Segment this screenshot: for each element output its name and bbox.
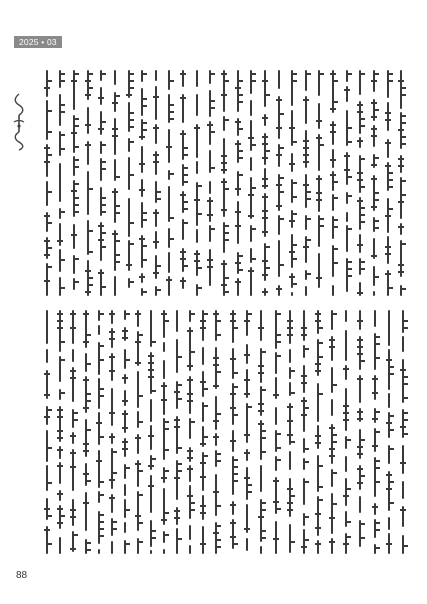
text-column bbox=[305, 68, 307, 298]
text-column bbox=[373, 68, 375, 298]
text-column bbox=[168, 68, 170, 298]
text-column bbox=[196, 68, 198, 298]
text-column bbox=[72, 308, 74, 556]
text-column bbox=[359, 308, 361, 556]
text-column bbox=[289, 308, 291, 556]
text-column bbox=[163, 308, 165, 556]
text-column bbox=[332, 68, 334, 298]
text-column bbox=[278, 68, 280, 298]
text-column bbox=[215, 308, 217, 556]
text-column bbox=[155, 68, 157, 298]
text-column bbox=[202, 308, 204, 556]
page-number: 88 bbox=[16, 570, 28, 581]
text-column bbox=[141, 68, 143, 298]
scroll-ornament-icon bbox=[10, 92, 28, 152]
text-column bbox=[59, 308, 61, 556]
text-column bbox=[232, 308, 234, 556]
text-column bbox=[73, 68, 75, 298]
text-column bbox=[176, 308, 178, 556]
text-column bbox=[346, 68, 348, 298]
text-column bbox=[182, 68, 184, 298]
text-column bbox=[260, 308, 262, 556]
text-column bbox=[402, 308, 404, 556]
text-column bbox=[137, 308, 139, 556]
text-column bbox=[317, 308, 319, 556]
text-column bbox=[400, 68, 402, 298]
text-column bbox=[46, 68, 48, 298]
text-column bbox=[237, 68, 239, 298]
text-column bbox=[114, 68, 116, 298]
text-column bbox=[275, 308, 277, 556]
text-column bbox=[46, 308, 48, 556]
upper-text-block bbox=[40, 68, 408, 298]
text-column bbox=[150, 308, 152, 556]
lower-left-text-block bbox=[40, 308, 222, 556]
text-column bbox=[59, 68, 61, 298]
text-column bbox=[303, 308, 305, 556]
text-column bbox=[128, 68, 130, 298]
text-column bbox=[291, 68, 293, 298]
text-column bbox=[359, 68, 361, 298]
text-column bbox=[387, 68, 389, 298]
text-column bbox=[209, 68, 211, 298]
text-column bbox=[331, 308, 333, 556]
text-column bbox=[250, 68, 252, 298]
text-column bbox=[100, 68, 102, 298]
text-column bbox=[111, 308, 113, 556]
text-column bbox=[246, 308, 248, 556]
text-column bbox=[223, 68, 225, 298]
lower-right-text-block bbox=[226, 308, 410, 556]
text-column bbox=[345, 308, 347, 556]
text-column bbox=[264, 68, 266, 298]
issue-tag: 2025 • 03 bbox=[14, 36, 62, 48]
text-column bbox=[85, 308, 87, 556]
text-column bbox=[124, 308, 126, 556]
text-column bbox=[374, 308, 376, 556]
text-column bbox=[318, 68, 320, 298]
text-column bbox=[388, 308, 390, 556]
text-column bbox=[189, 308, 191, 556]
text-column bbox=[87, 68, 89, 298]
text-column bbox=[98, 308, 100, 556]
